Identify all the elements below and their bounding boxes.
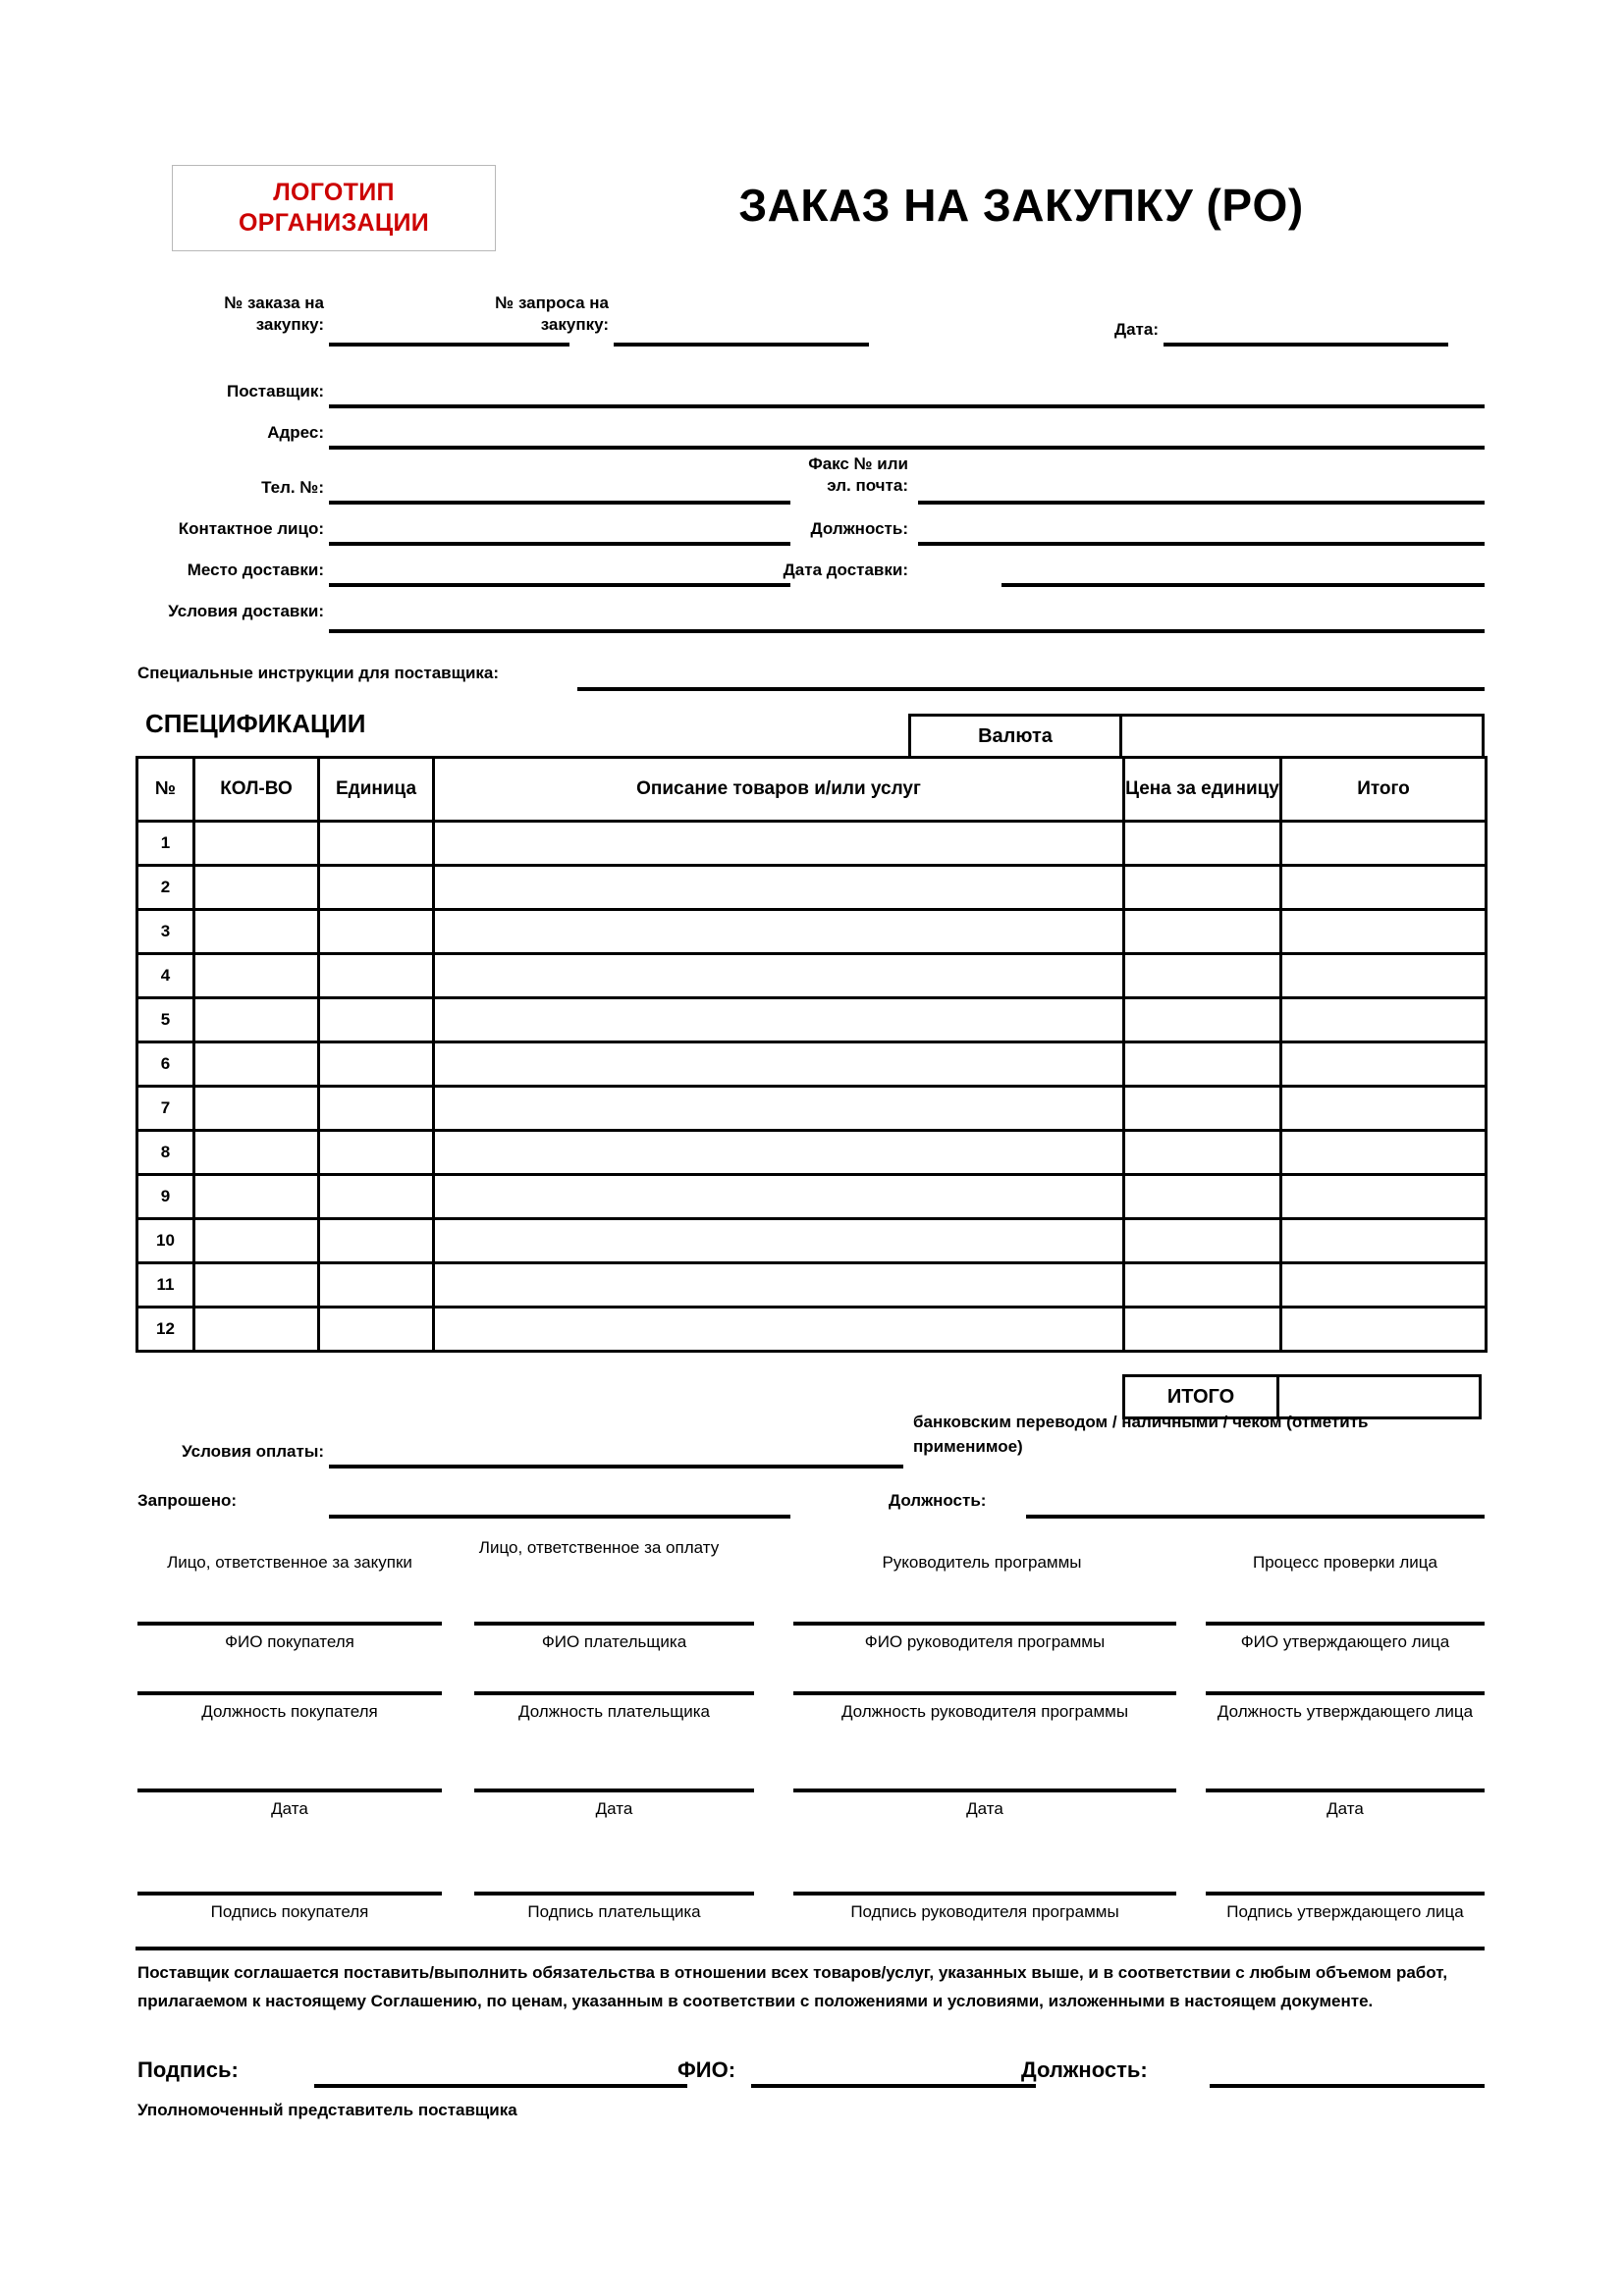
cell-unit-price[interactable] — [1124, 998, 1281, 1042]
cell-unit[interactable] — [319, 1131, 434, 1175]
cell-quantity[interactable] — [194, 1175, 319, 1219]
cell-total[interactable] — [1281, 1131, 1487, 1175]
cell-unit-price[interactable] — [1124, 1308, 1281, 1352]
signature-caption-program-manager: Подпись руководителя программы — [850, 1902, 1119, 1921]
supplier-label: Поставщик: — [226, 382, 324, 400]
cell-unit[interactable] — [319, 1042, 434, 1087]
cell-unit[interactable] — [319, 1308, 434, 1352]
date-line-program-manager[interactable] — [793, 1789, 1176, 1792]
cell-quantity[interactable] — [194, 998, 319, 1042]
cell-unit[interactable] — [319, 1219, 434, 1263]
requested-by-line[interactable] — [329, 1515, 790, 1519]
specifications-title: СПЕЦИФИКАЦИИ — [145, 709, 366, 738]
delivery-date-label: Дата доставки: — [783, 561, 908, 579]
special-instructions-line[interactable] — [577, 687, 1485, 691]
contact-position-label: Должность: — [810, 519, 908, 538]
date-caption-program-manager: Дата — [966, 1799, 1003, 1818]
final-subcaption: Уполномоченный представитель поставщика — [137, 2101, 517, 2119]
logo-line-1: ЛОГОТИП — [273, 178, 395, 206]
cell-quantity[interactable] — [194, 1131, 319, 1175]
table-header-row — [137, 758, 1487, 822]
table-row — [137, 1308, 1487, 1352]
position-line-payer[interactable] — [474, 1691, 754, 1695]
cell-total[interactable] — [1281, 1042, 1487, 1087]
cell-description[interactable] — [434, 1131, 1124, 1175]
signature-heading-payer: Лицо, ответственное за оплату — [478, 1538, 720, 1557]
cell-unit-price[interactable] — [1124, 1042, 1281, 1087]
name-caption-approver: ФИО утверждающего лица — [1240, 1632, 1450, 1651]
delivery-place-label: Место доставки: — [187, 561, 324, 579]
table-row — [137, 1219, 1487, 1263]
cell-quantity[interactable] — [194, 1263, 319, 1308]
table-row — [137, 910, 1487, 954]
cell-quantity[interactable] — [194, 1219, 319, 1263]
cell-unit-price[interactable] — [1124, 822, 1281, 866]
position-caption-approver: Должность утверждающего лица — [1217, 1702, 1474, 1721]
cell-total[interactable] — [1281, 1175, 1487, 1219]
col-unit-price: Цена за единицу — [1124, 758, 1281, 822]
table-row — [137, 1042, 1487, 1087]
signature-caption-purchaser: Подпись покупателя — [210, 1902, 369, 1921]
phone-line[interactable] — [329, 501, 790, 505]
cell-total[interactable] — [1281, 954, 1487, 998]
col-number: № — [137, 758, 194, 822]
name-caption-purchaser: ФИО покупателя — [225, 1632, 354, 1651]
signature-line-approver[interactable] — [1206, 1892, 1485, 1896]
cell-total[interactable] — [1281, 1263, 1487, 1308]
legal-text: Поставщик соглашается поставить/выполнить обязательства в отношении всех товаров/услуг, указанных выше, и в соответствии с любым объемом работ, прилагаемом к настоящему Соглашению, по ценам, указанным в соответствии с положениями и условиями, изложенными в настоящем документе. — [137, 1963, 1448, 2011]
delivery-terms-line[interactable] — [329, 629, 1485, 633]
cell-description[interactable] — [434, 1308, 1124, 1352]
phone-label: Тел. №: — [261, 478, 324, 497]
final-signature-label: Подпись: — [137, 2057, 239, 2082]
pr-number-label: № запроса на закупку: — [495, 294, 609, 335]
col-unit: Единица — [319, 758, 434, 822]
date-line-approver[interactable] — [1206, 1789, 1485, 1792]
supplier-line[interactable] — [329, 404, 1485, 408]
cell-total[interactable] — [1281, 998, 1487, 1042]
currency-value-box[interactable] — [1119, 714, 1485, 759]
table-row — [137, 822, 1487, 866]
delivery-date-line[interactable] — [1001, 583, 1485, 587]
table-row — [137, 866, 1487, 910]
date-line-payer[interactable] — [474, 1789, 754, 1792]
payment-method-note: банковским переводом / наличными / чеком (отметить применимое) — [913, 1413, 1369, 1456]
requested-position-label: Должность: — [889, 1491, 987, 1510]
legal-divider — [135, 1947, 1485, 1950]
cell-unit[interactable] — [319, 910, 434, 954]
final-position-label: Должность: — [1021, 2057, 1148, 2082]
signature-heading-program-manager: Руководитель программы — [882, 1553, 1082, 1572]
cell-quantity[interactable] — [194, 954, 319, 998]
cell-unit-price[interactable] — [1124, 1087, 1281, 1131]
address-label: Адрес: — [267, 423, 324, 442]
cell-description[interactable] — [434, 866, 1124, 910]
cell-description[interactable] — [434, 1175, 1124, 1219]
cell-description[interactable] — [434, 822, 1124, 866]
cell-total[interactable] — [1281, 866, 1487, 910]
cell-unit-price[interactable] — [1124, 1263, 1281, 1308]
position-line-approver[interactable] — [1206, 1691, 1485, 1695]
row-number: 5 — [137, 998, 194, 1042]
cell-unit[interactable] — [319, 1175, 434, 1219]
cell-unit[interactable] — [319, 1087, 434, 1131]
date-label: Дата: — [1113, 320, 1159, 339]
date-line[interactable] — [1164, 343, 1448, 347]
table-row — [137, 954, 1487, 998]
row-number: 4 — [137, 954, 194, 998]
contact-person-line[interactable] — [329, 542, 790, 546]
cell-total[interactable] — [1281, 1219, 1487, 1263]
grand-total-label: ИТОГО — [1122, 1374, 1279, 1419]
cell-unit-price[interactable] — [1124, 1219, 1281, 1263]
row-number: 11 — [137, 1263, 194, 1308]
table-row — [137, 998, 1487, 1042]
fax-email-label: Факс № или эл. почта: — [808, 454, 908, 496]
cell-unit[interactable] — [319, 866, 434, 910]
payment-terms-label: Условия оплаты: — [182, 1442, 324, 1461]
date-caption-approver: Дата — [1326, 1799, 1364, 1818]
row-number: 12 — [137, 1308, 194, 1352]
row-number: 2 — [137, 866, 194, 910]
row-number: 1 — [137, 822, 194, 866]
currency-label-box: Валюта — [908, 714, 1122, 759]
date-caption-purchaser: Дата — [271, 1799, 308, 1818]
contact-person-label: Контактное лицо: — [178, 519, 324, 538]
final-signature-line[interactable] — [314, 2084, 687, 2088]
row-number: 9 — [137, 1175, 194, 1219]
cell-description[interactable] — [434, 1263, 1124, 1308]
table-row — [137, 1263, 1487, 1308]
requested-by-label: Запрошено: — [137, 1491, 238, 1510]
date-line-purchaser[interactable] — [137, 1789, 442, 1792]
position-line-program-manager[interactable] — [793, 1691, 1176, 1695]
name-line-purchaser[interactable] — [137, 1622, 442, 1626]
page-title: ЗАКАЗ НА ЗАКУПКУ (PO) — [738, 180, 1304, 231]
contact-position-line[interactable] — [918, 542, 1485, 546]
cell-quantity[interactable] — [194, 1087, 319, 1131]
cell-unit[interactable] — [319, 1263, 434, 1308]
table-row — [137, 1131, 1487, 1175]
cell-description[interactable] — [434, 1087, 1124, 1131]
final-name-label: ФИО: — [677, 2057, 736, 2082]
cell-description[interactable] — [434, 998, 1124, 1042]
cell-unit[interactable] — [319, 998, 434, 1042]
cell-quantity[interactable] — [194, 866, 319, 910]
specifications-table — [135, 756, 1488, 1353]
name-caption-program-manager: ФИО руководителя программы — [864, 1632, 1106, 1651]
cell-quantity[interactable] — [194, 1042, 319, 1087]
row-number: 8 — [137, 1131, 194, 1175]
position-caption-purchaser: Должность покупателя — [201, 1702, 378, 1721]
cell-unit[interactable] — [319, 822, 434, 866]
row-number: 6 — [137, 1042, 194, 1087]
cell-total[interactable] — [1281, 1087, 1487, 1131]
table-row — [137, 1087, 1487, 1131]
cell-description[interactable] — [434, 910, 1124, 954]
row-number: 10 — [137, 1219, 194, 1263]
logo-line-2: ОРГАНИЗАЦИИ — [238, 209, 429, 237]
table-row — [137, 1175, 1487, 1219]
cell-description[interactable] — [434, 954, 1124, 998]
cell-quantity[interactable] — [194, 910, 319, 954]
name-line-approver[interactable] — [1206, 1622, 1485, 1626]
final-name-line[interactable] — [751, 2084, 1036, 2088]
cell-unit-price[interactable] — [1124, 1131, 1281, 1175]
organization-logo-placeholder — [172, 165, 496, 251]
position-caption-program-manager: Должность руководителя программы — [840, 1702, 1129, 1721]
po-number-label: № заказа на закупку: — [224, 294, 324, 335]
signature-caption-payer: Подпись плательщика — [527, 1902, 701, 1921]
final-position-line[interactable] — [1210, 2084, 1485, 2088]
cell-unit[interactable] — [319, 954, 434, 998]
cell-description[interactable] — [434, 1219, 1124, 1263]
name-caption-payer: ФИО плательщика — [541, 1632, 687, 1651]
row-number: 3 — [137, 910, 194, 954]
pr-number-line[interactable] — [614, 343, 869, 347]
payment-terms-line[interactable] — [329, 1465, 903, 1468]
cell-total[interactable] — [1281, 910, 1487, 954]
cell-unit-price[interactable] — [1124, 866, 1281, 910]
cell-description[interactable] — [434, 1042, 1124, 1087]
col-quantity: КОЛ-ВО — [194, 758, 319, 822]
cell-unit-price[interactable] — [1124, 1175, 1281, 1219]
name-line-payer[interactable] — [474, 1622, 754, 1626]
delivery-place-line[interactable] — [329, 583, 790, 587]
cell-unit-price[interactable] — [1124, 910, 1281, 954]
cell-quantity[interactable] — [194, 1308, 319, 1352]
fax-email-line[interactable] — [918, 501, 1485, 505]
signature-line-purchaser[interactable] — [137, 1892, 442, 1896]
cell-total[interactable] — [1281, 822, 1487, 866]
special-instructions-label: Специальные инструкции для поставщика: — [137, 664, 500, 682]
signature-line-payer[interactable] — [474, 1892, 754, 1896]
name-line-program-manager[interactable] — [793, 1622, 1176, 1626]
signature-heading-purchaser: Лицо, ответственное за закупки — [167, 1553, 412, 1572]
table-body — [137, 822, 1487, 1352]
cell-quantity[interactable] — [194, 822, 319, 866]
cell-total[interactable] — [1281, 1308, 1487, 1352]
po-number-line[interactable] — [329, 343, 569, 347]
cell-unit-price[interactable] — [1124, 954, 1281, 998]
requested-position-line[interactable] — [1026, 1515, 1485, 1519]
signature-caption-approver: Подпись утверждающего лица — [1226, 1902, 1464, 1921]
signature-line-program-manager[interactable] — [793, 1892, 1176, 1896]
address-line[interactable] — [329, 446, 1485, 450]
delivery-terms-label: Условия доставки: — [168, 602, 324, 620]
col-description: Описание товаров и/или услуг — [434, 758, 1124, 822]
signature-heading-approver: Процесс проверки лица — [1253, 1553, 1437, 1572]
row-number: 7 — [137, 1087, 194, 1131]
position-line-purchaser[interactable] — [137, 1691, 442, 1695]
date-caption-payer: Дата — [595, 1799, 633, 1818]
position-caption-payer: Должность плательщика — [517, 1702, 710, 1721]
col-total: Итого — [1281, 758, 1487, 822]
